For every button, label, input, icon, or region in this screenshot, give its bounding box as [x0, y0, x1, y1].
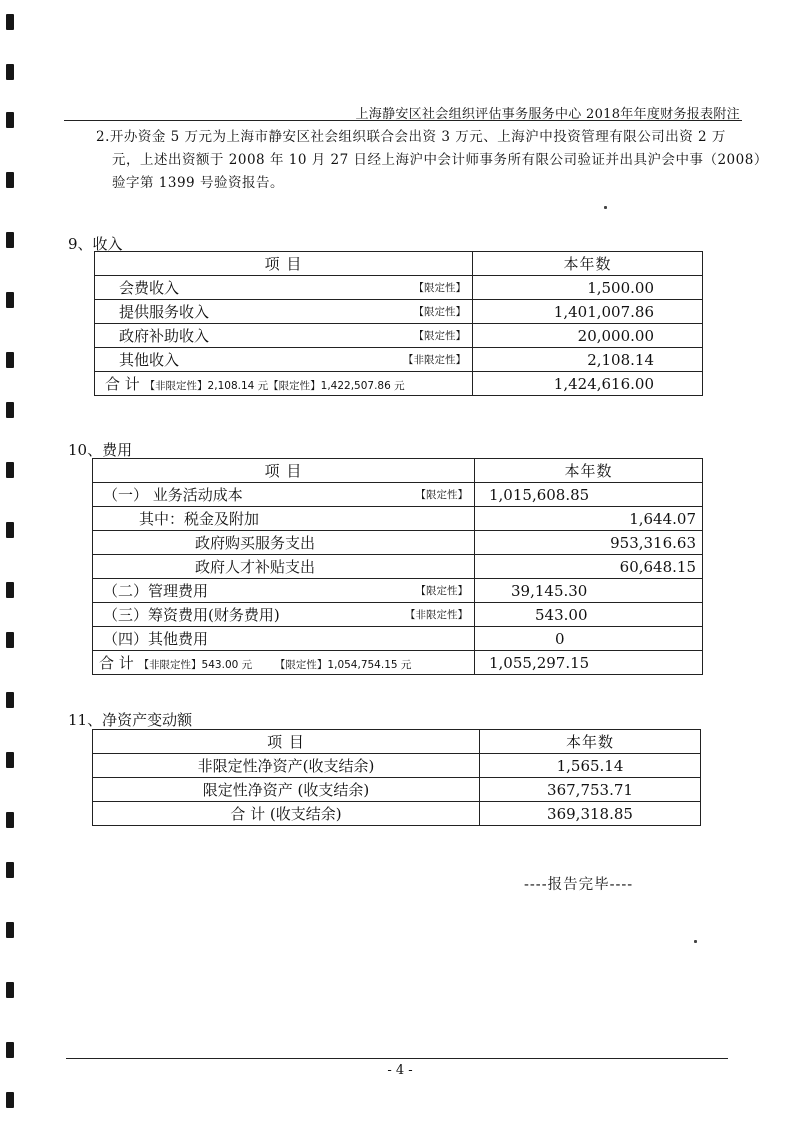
row-amount: 2,108.14 [473, 348, 703, 372]
income-title: 9、收入 [68, 235, 123, 253]
row-tag: 【限定性】 [415, 585, 468, 597]
total-label: 合 计 [105, 375, 140, 393]
row-tag: 【限定性】 [415, 489, 468, 501]
header-title: 上海静安区社会组织评估事务服务中心 2018年年度财务报表附注 [355, 107, 740, 122]
header-amount: 本年数 [473, 252, 703, 276]
row-amount: 39,145.30 [475, 579, 703, 603]
row-tag: 【限定性】 [413, 306, 466, 318]
table-row [93, 778, 701, 802]
expenses-table [92, 458, 703, 675]
row-amount: 1,015,608.85 [475, 483, 703, 507]
row-label: 会费收入 [119, 279, 180, 297]
total-row [93, 802, 701, 826]
total-amount: 369,318.85 [480, 802, 701, 826]
row-tag: 【限定性】 [413, 282, 466, 294]
table-row [93, 507, 703, 531]
row-label: 提供服务收入 [119, 303, 210, 321]
total-amount: 1,055,297.15 [475, 651, 703, 675]
row-tag: 【限定性】 [413, 330, 466, 342]
row-label: 政府人才补贴支出 [93, 555, 475, 579]
total-row [93, 651, 703, 675]
row-amount: 1,644.07 [475, 507, 703, 531]
table-row [95, 348, 703, 372]
table-row [93, 627, 703, 651]
page-number: - 4 - [387, 1063, 413, 1078]
table-row [95, 324, 703, 348]
net-assets-title: 11、净资产变动额 [68, 711, 193, 729]
expenses-title: 10、费用 [68, 441, 133, 459]
header-item: 项 目 [93, 730, 480, 754]
table-header-row [93, 730, 701, 754]
row-amount: 953,316.63 [475, 531, 703, 555]
income-table [94, 251, 703, 396]
binding-marks [0, 0, 24, 1131]
table-row [93, 483, 703, 507]
report-end-text: ----报告完毕---- [524, 877, 634, 893]
row-label: （一） 业务活动成本 [103, 486, 243, 504]
row-label: 政府购买服务支出 [93, 531, 475, 555]
total-amount: 1,424,616.00 [473, 372, 703, 396]
table-row [93, 603, 703, 627]
row-tag: 【非限定性】 [403, 354, 466, 366]
row-label: 其中：税金及附加 [93, 507, 475, 531]
row-label: （三）筹资费用(财务费用) [103, 606, 280, 624]
footer-rule [66, 1058, 728, 1059]
row-amount: 367,753.71 [480, 778, 701, 802]
header-item: 项 目 [93, 459, 475, 483]
table-row [93, 579, 703, 603]
row-amount: 1,500.00 [473, 276, 703, 300]
total-detail-b: 【限定性】1,054,754.15 元 [274, 659, 412, 671]
note-line-1: 2.开办资金 5 万元为上海市静安区社会组织联合会出资 3 万元、上海沪中投资管理有限公司出资 2 万 [96, 129, 726, 145]
row-label: （四）其他费用 [93, 627, 475, 651]
total-row [95, 372, 703, 396]
table-row [93, 754, 701, 778]
header-amount: 本年数 [480, 730, 701, 754]
row-amount: 1,565.14 [480, 754, 701, 778]
row-amount: 0 [475, 627, 703, 651]
total-label: 合 计 [99, 654, 134, 672]
row-amount: 20,000.00 [473, 324, 703, 348]
row-label: （二）管理费用 [103, 582, 209, 600]
total-detail-a: 【非限定性】543.00 元 [138, 659, 253, 671]
table-row [93, 555, 703, 579]
row-amount: 60,648.15 [475, 555, 703, 579]
total-label: 合 计 (收支结余) [93, 802, 480, 826]
note-line-2: 元，上述出资额于 2008 年 10 月 27 日经上海沪中会计师事务所有限公司验证并出具沪会中事（2008） [112, 152, 768, 168]
row-label: 政府补助收入 [119, 327, 210, 345]
table-header-row [93, 459, 703, 483]
row-label: 非限定性净资产(收支结余) [93, 754, 480, 778]
table-header-row [95, 252, 703, 276]
header-amount: 本年数 [475, 459, 703, 483]
row-amount: 1,401,007.86 [473, 300, 703, 324]
note-line-3: 验字第 1399 号验资报告。 [112, 175, 284, 191]
page-header [64, 102, 742, 121]
total-detail: 【非限定性】2,108.14 元【限定性】1,422,507.86 元 [144, 380, 405, 392]
row-label: 限定性净资产 (收支结余) [93, 778, 480, 802]
row-label: 其他收入 [119, 351, 180, 369]
scan-speck [694, 940, 697, 943]
table-row [95, 276, 703, 300]
net-assets-table [92, 729, 701, 826]
header-item: 项 目 [95, 252, 473, 276]
table-row [95, 300, 703, 324]
row-tag: 【非限定性】 [405, 609, 468, 621]
scan-speck [604, 206, 607, 209]
table-row [93, 531, 703, 555]
row-amount: 543.00 [475, 603, 703, 627]
